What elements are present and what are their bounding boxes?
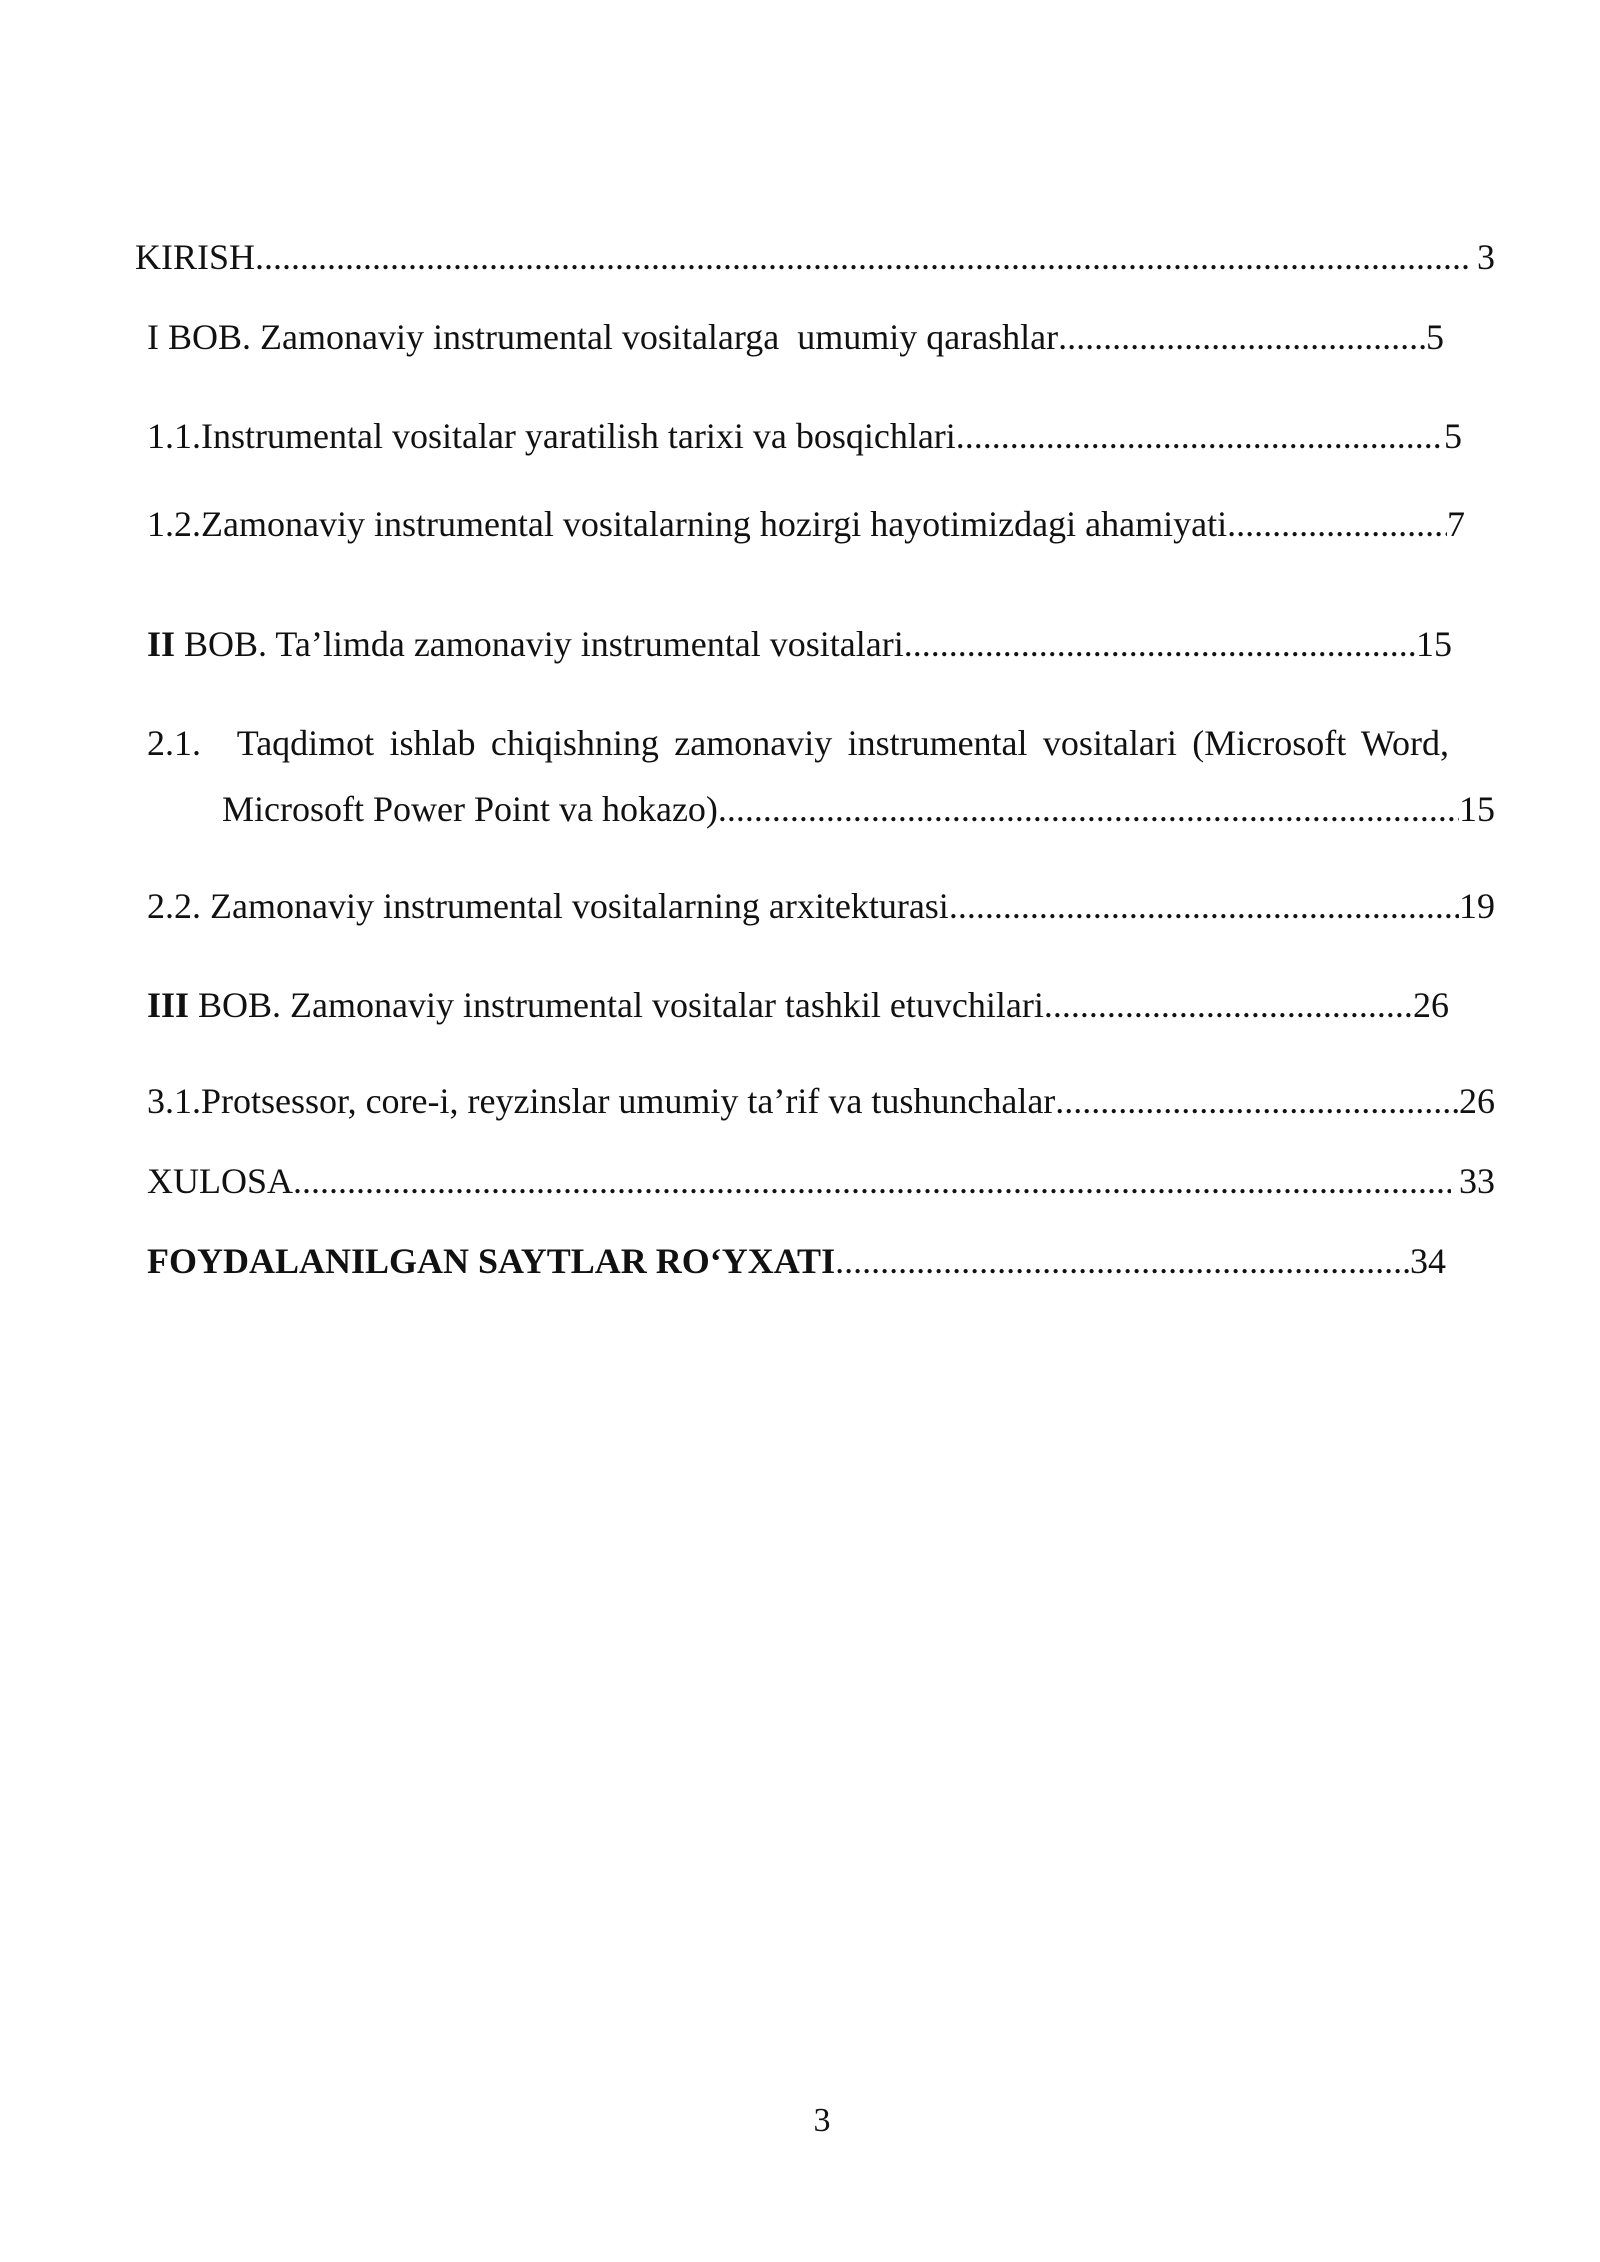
toc-page-number: 34 — [1410, 1241, 1446, 1281]
toc-page-number: 15 — [1459, 789, 1495, 829]
toc-entry-section-2-2 — [147, 883, 1495, 929]
toc-page-number: 19 — [1459, 886, 1495, 926]
toc-entry-title: Zamonaviy instrumental vositalarning arxitekturasi — [210, 886, 949, 926]
dot-leader — [293, 1158, 1451, 1204]
dot-leader — [949, 883, 1459, 929]
toc-page-number: 26 — [1459, 1081, 1495, 1121]
toc-entry-number: 1.2. — [147, 504, 201, 544]
toc-entry-chapter-2 — [147, 621, 1452, 667]
toc-entry-number: 2.2. — [147, 886, 201, 926]
toc-page-number: 7 — [1447, 504, 1465, 544]
toc-page-number: 26 — [1413, 985, 1449, 1025]
dot-leader — [956, 413, 1444, 459]
dot-leader — [904, 621, 1416, 667]
page-footer-number: 3 — [813, 2102, 831, 2139]
toc-page-number: 5 — [1426, 317, 1444, 357]
toc-entry-section-2-1 — [147, 720, 1449, 766]
toc-entry-chapter-3 — [147, 982, 1449, 1028]
toc-entry-title-bold: III — [147, 985, 190, 1025]
toc-entry-title — [147, 621, 904, 667]
toc-entry-title: XULOSA — [147, 1161, 294, 1201]
toc-entry-title: Zamonaviy instrumental vositalarning hozirgi hayotimizdagi ahamiyati — [201, 504, 1228, 544]
toc-entry-title-line2: Microsoft Power Point va hokazo) — [222, 789, 718, 829]
dot-leader — [1227, 501, 1447, 547]
dot-leader — [1044, 982, 1413, 1028]
toc-entry-section-1-1 — [147, 413, 1462, 459]
toc-entry-references — [147, 1238, 1446, 1284]
dot-leader — [835, 1238, 1410, 1284]
toc-entry-chapter-1 — [147, 314, 1444, 360]
toc-entry-title: KIRISH — [135, 237, 256, 277]
dot-leader — [718, 786, 1459, 832]
toc-entry-title-rest: BOB. Zamonaviy instrumental vositalar tashkil etuvchilari — [189, 985, 1044, 1025]
toc-entry-number: 2.1. — [147, 723, 201, 763]
toc-entry-title-line1: Taqdimot ishlab chiqishning zamonaviy instrumental vositalari (Microsoft Word, — [236, 723, 1449, 763]
toc-entry-title: I BOB. Zamonaviy instrumental vositalarga umumiy qarashlar — [147, 317, 1059, 357]
dot-leader — [1058, 314, 1426, 360]
toc-page-number: 15 — [1416, 624, 1452, 664]
toc-entry-number: 1.1. — [147, 416, 201, 456]
toc-entry-section-2-1-continuation — [222, 786, 1495, 832]
toc-entry-title: Protsessor, core-i, reyzinslar umumiy ta’rif va tushunchalar — [201, 1081, 1056, 1121]
toc-entry-section-3-1 — [147, 1078, 1495, 1124]
toc-entry-number: 3.1. — [147, 1081, 201, 1121]
toc-entry-title — [147, 982, 1044, 1028]
toc-entry-xulosa — [147, 1158, 1495, 1204]
toc-page-number: 5 — [1444, 416, 1462, 456]
dot-leader — [255, 234, 1469, 280]
toc-entry-section-1-2 — [147, 501, 1465, 547]
toc-entry-title: Instrumental vositalar yaratilish tarixi va bosqichlari — [201, 416, 956, 456]
toc-entry-title-bold: II — [147, 624, 176, 664]
toc-page-number: 3 — [1477, 237, 1495, 277]
toc-entry-title: FOYDALANILGAN SAYTLAR RO‘YXATI — [147, 1241, 836, 1281]
toc-entry-kirish — [135, 234, 1495, 280]
toc-page-number: 33 — [1459, 1161, 1495, 1201]
dot-leader — [1055, 1078, 1459, 1124]
toc-entry-title-rest: BOB. Ta’limda zamonaviy instrumental vositalari — [175, 624, 904, 664]
